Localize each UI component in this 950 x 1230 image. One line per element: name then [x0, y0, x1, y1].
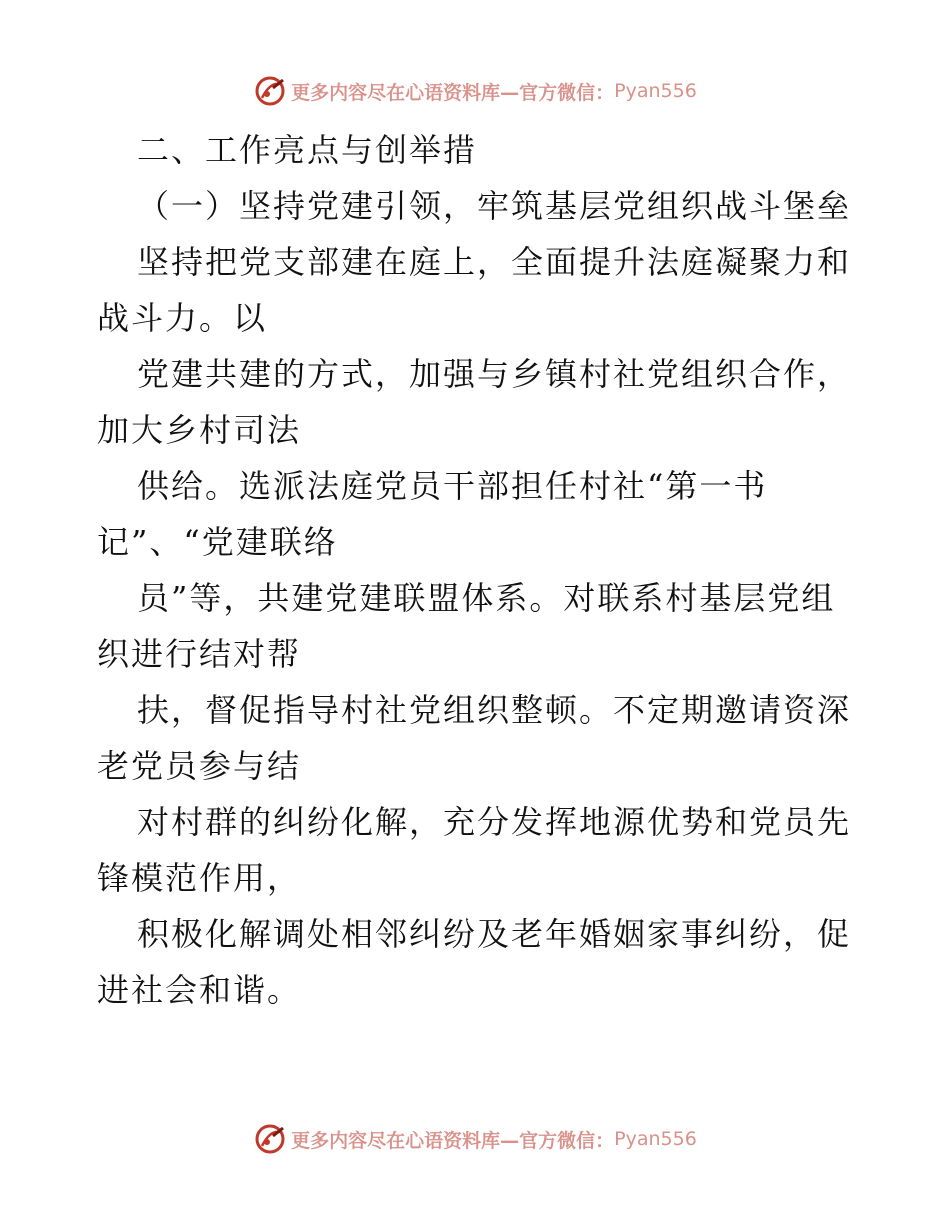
document-body: [97, 122, 857, 1018]
paragraph-line: 积极化解调处相邻纠纷及老年婚姻家事纠纷，促: [137, 915, 852, 953]
paragraph-line: 织进行结对帮: [97, 635, 302, 673]
banner-handle: Pyan556: [614, 1128, 697, 1150]
footer-banner: [0, 1119, 950, 1159]
paragraph-line: 对村群的纠纷化解，充分发挥地源优势和党员先: [137, 803, 852, 841]
paragraph-line: 加大乡村司法: [97, 411, 302, 449]
paragraph-line: 进社会和谐。: [97, 971, 302, 1009]
paragraph-line: 战斗力。以: [97, 299, 268, 337]
paragraph-line: 老党员参与结: [97, 747, 302, 785]
rose-pen-logo-icon: [253, 1122, 287, 1156]
paragraph-line: 坚持把党支部建在庭上，全面提升法庭凝聚力和: [137, 243, 852, 281]
paragraph-line: 供给。选派法庭党员干部担任村社“第一书: [137, 467, 768, 505]
paragraph-line: 锋模范作用，: [97, 859, 302, 897]
paragraph-line: 扶，督促指导村社党组织整顿。不定期邀请资深: [137, 691, 852, 729]
banner-text: 更多内容尽在心语资料库—官方微信：: [291, 1129, 615, 1152]
paragraph-line: 记”、“党建联络: [97, 523, 338, 561]
section-heading: 二、工作亮点与创举措: [137, 131, 478, 169]
paragraph-line: 党建共建的方式，加强与乡镇村社党组织合作，: [137, 355, 852, 393]
subsection-heading: （一）坚持党建引领，牢筑基层党组织战斗堡垒: [137, 187, 852, 225]
banner-handle: Pyan556: [614, 80, 697, 102]
banner-text: 更多内容尽在心语资料库—官方微信：: [291, 81, 615, 104]
paragraph-line: 员”等，共建党建联盟体系。对联系村基层党组: [137, 579, 836, 617]
header-banner: [0, 71, 950, 111]
rose-pen-logo-icon: [253, 74, 287, 108]
